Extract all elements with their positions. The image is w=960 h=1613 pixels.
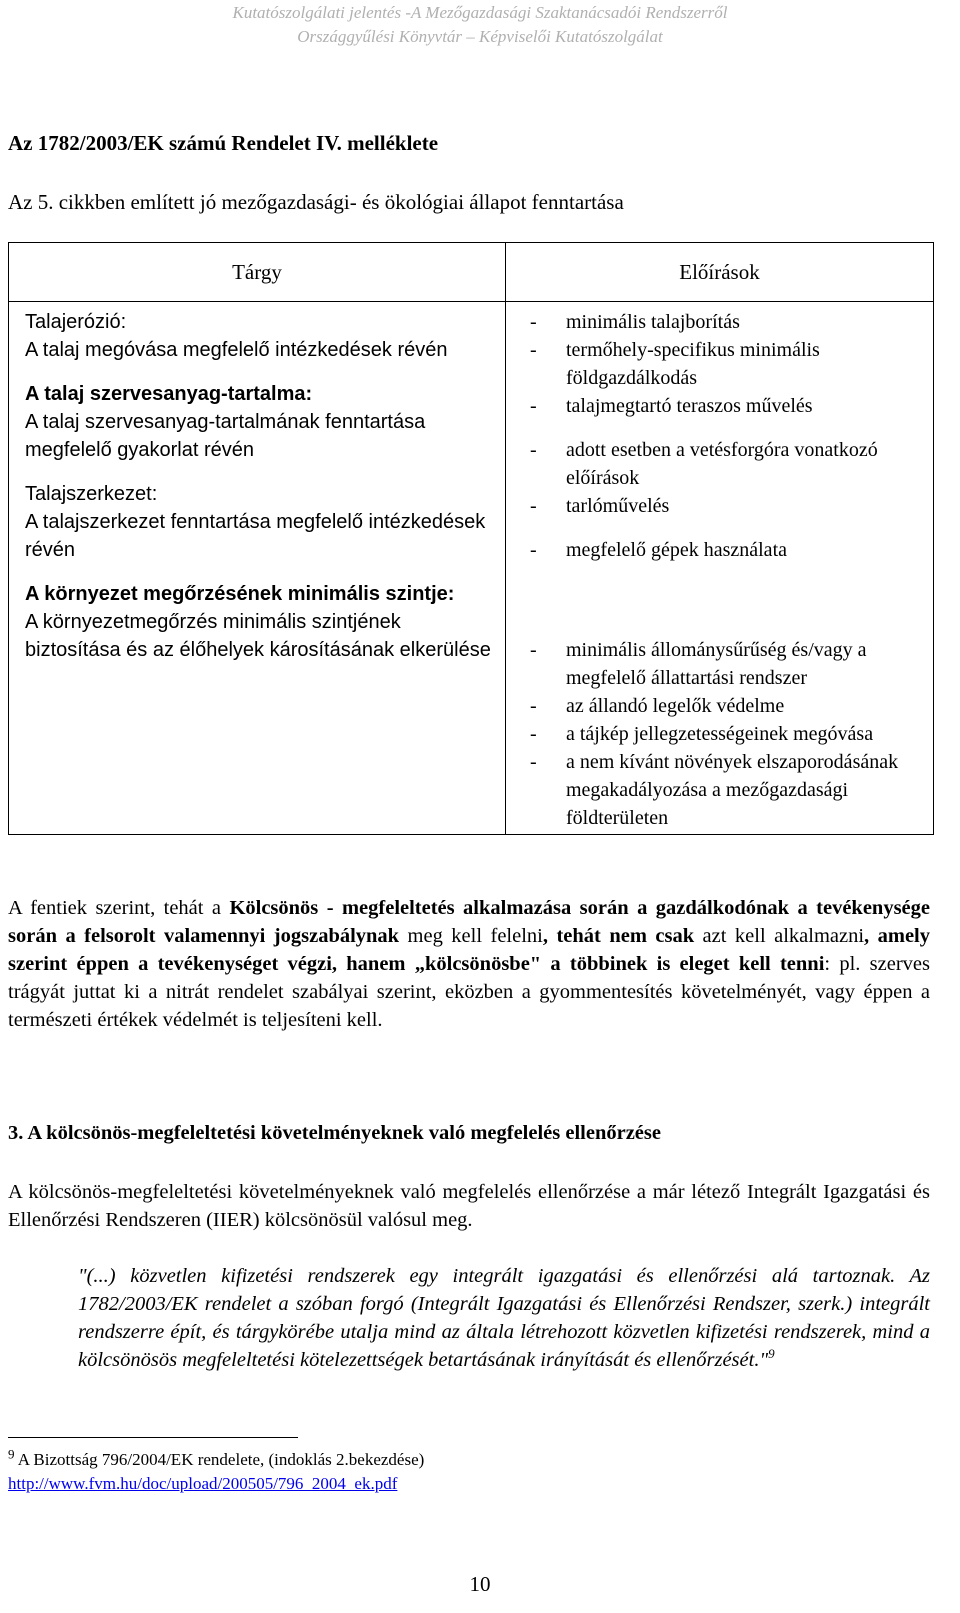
rule-text: adott esetben a vetésforgóra vonatkozó előírások bbox=[566, 439, 878, 489]
column-header-subject: Tárgy bbox=[9, 243, 506, 302]
rule-dash: - bbox=[530, 439, 537, 461]
rule-dash: - bbox=[530, 639, 537, 661]
rule-text: talajmegtartó teraszos művelés bbox=[566, 395, 813, 417]
quotation bbox=[78, 1262, 930, 1374]
text-run: meg kell felelni bbox=[399, 925, 543, 947]
rule-item bbox=[530, 692, 927, 720]
rule-item bbox=[530, 436, 927, 492]
subject-cell bbox=[9, 302, 506, 835]
summary-paragraph bbox=[8, 894, 930, 1034]
section-heading: 3. A kölcsönös-megfeleltetési követelményeknek való megfelelés ellenőrzése bbox=[8, 1122, 661, 1144]
header-line-1: Kutatószolgálati jelentés -A Mezőgazdasági Szaktanácsadói Rendszerről bbox=[232, 3, 728, 22]
emphasis-text: , tehát bbox=[542, 925, 610, 947]
rule-text: termőhely-specifikus minimális földgazdálkodás bbox=[566, 339, 820, 389]
table-row bbox=[9, 302, 934, 835]
rule-item bbox=[530, 336, 927, 392]
text-run: A fentiek szerint, tehát a bbox=[8, 897, 230, 919]
page-number: 10 bbox=[469, 1572, 491, 1596]
subject-text: A környezetmegőrzés minimális szintjének biztosítása és az élőhelyek károsításának elkerülése bbox=[25, 611, 491, 661]
subject-text: A talaj szervesanyag-tartalmának fenntartása megfelelő gyakorlat révén bbox=[25, 411, 426, 461]
footnote-link[interactable]: http://www.fvm.hu/doc/upload/200505/796_2004_ek.pdf bbox=[8, 1474, 398, 1493]
rule-text: tarlóművelés bbox=[566, 495, 670, 517]
footnote-text: A Bizottság 796/2004/EK rendelete, (indoklás 2.bekezdése) bbox=[14, 1450, 425, 1469]
subject-item bbox=[25, 580, 495, 664]
body-paragraph: A kölcsönös-megfeleltetési követelményeknek való megfelelés ellenőrzése a már létező Integrált Igazgatási és Ellenőrzési Rendszeren (IIER) kölcsönösül valósul meg. bbox=[8, 1181, 930, 1231]
rule-item bbox=[530, 536, 927, 564]
rule-item bbox=[530, 636, 927, 692]
rule-group bbox=[530, 636, 927, 832]
emphasis-text: , amely szerint bbox=[8, 925, 931, 975]
footnote-mark: 9 bbox=[8, 1446, 15, 1462]
emphasis-text: éppen a tevékenységet végzi, hanem „kölcsönösbe" a többinek is eleget kell tenni bbox=[76, 953, 825, 975]
annex-subtitle: Az 5. cikkben említett jó mezőgazdasági- és ökológiai állapot fenntartása bbox=[8, 190, 624, 214]
running-header bbox=[0, 0, 960, 49]
subject-heading: Talajszerkezet: bbox=[25, 483, 158, 505]
requirements-table bbox=[8, 242, 934, 835]
rule-item bbox=[530, 748, 927, 832]
emphasis-text: Kölcsönös - megfeleltetés alkalmazása során a gazdálkodónak a tevékenysége során a felsorolt valamennyi jogszabálynak bbox=[8, 897, 931, 947]
rule-dash: - bbox=[530, 395, 537, 417]
rule-group bbox=[530, 308, 927, 420]
text-run: : pl. szerves trágyát juttat ki a nitrát rendelet szabályai szerint, eközben a gyommentesítés követelményét, vagy éppen a természeti értékek védelmét is teljesíteni kell. bbox=[8, 953, 931, 1031]
rules-cell bbox=[506, 302, 934, 835]
footnote-separator bbox=[8, 1437, 298, 1438]
footnote bbox=[8, 1448, 424, 1496]
rule-text: minimális talajborítás bbox=[566, 311, 740, 333]
subject-item bbox=[25, 308, 495, 364]
rule-item bbox=[530, 720, 927, 748]
rule-dash: - bbox=[530, 723, 537, 745]
table-header-row bbox=[9, 243, 934, 302]
rule-item bbox=[530, 308, 927, 336]
rule-item bbox=[530, 492, 927, 520]
rule-dash: - bbox=[530, 539, 537, 561]
rule-item bbox=[530, 392, 927, 420]
rule-dash: - bbox=[530, 495, 537, 517]
rule-text: megfelelő gépek használata bbox=[566, 539, 787, 561]
subject-item bbox=[25, 380, 495, 464]
rule-group bbox=[530, 536, 927, 564]
subject-item bbox=[25, 480, 495, 564]
subject-text: A talajszerkezet fenntartása megfelelő intézkedések révén bbox=[25, 511, 486, 561]
subject-heading: A talaj szervesanyag-tartalma: bbox=[25, 383, 313, 405]
text-run: azt kell alkalmazni bbox=[694, 925, 865, 947]
rule-dash: - bbox=[530, 311, 537, 333]
rule-group bbox=[530, 436, 927, 520]
annex-title: Az 1782/2003/EK számú Rendelet IV. melléklete bbox=[8, 131, 439, 155]
rule-text: az állandó legelők védelme bbox=[566, 695, 785, 717]
rule-text: minimális állománysűrűség és/vagy a megfelelő állattartási rendszer bbox=[566, 639, 867, 689]
quote-text: "(...) közvetlen kifizetési rendszerek egy integrált igazgatási és ellenőrzési alá tartoznak. Az 1782/2003/EK rendelet a szóban forgó (Integrált Igazgatási és Ellenőrzési Rendszer, szerk.) integrált rendszerre épít, és tárgykörébe utalja mind az általa létrehozott közvetlen kifizetési rendszerek, mind a kölcsönösös megfeleltetési kötelezettségek betartásának irányítását és ellenőrzését." bbox=[78, 1265, 930, 1371]
subject-heading: A környezet megőrzésének minimális szintje: bbox=[25, 583, 455, 605]
header-line-2: Országgyűlési Könyvtár – Képviselői Kutatószolgálat bbox=[297, 27, 663, 46]
footnote-reference: 9 bbox=[768, 1346, 775, 1362]
rule-text: a nem kívánt növények elszaporodásának megakadályozása a mezőgazdasági földterületen bbox=[566, 751, 899, 829]
column-header-rules: Előírások bbox=[506, 243, 934, 302]
rule-text: a tájkép jellegzetességeinek megóvása bbox=[566, 723, 874, 745]
rule-dash: - bbox=[530, 751, 537, 773]
rule-dash: - bbox=[530, 695, 537, 717]
subject-heading: Talajerózió: bbox=[25, 311, 127, 333]
rule-dash: - bbox=[530, 339, 537, 361]
emphasis-text: nem csak bbox=[609, 925, 695, 947]
subject-text: A talaj megóvása megfelelő intézkedések révén bbox=[25, 339, 448, 361]
